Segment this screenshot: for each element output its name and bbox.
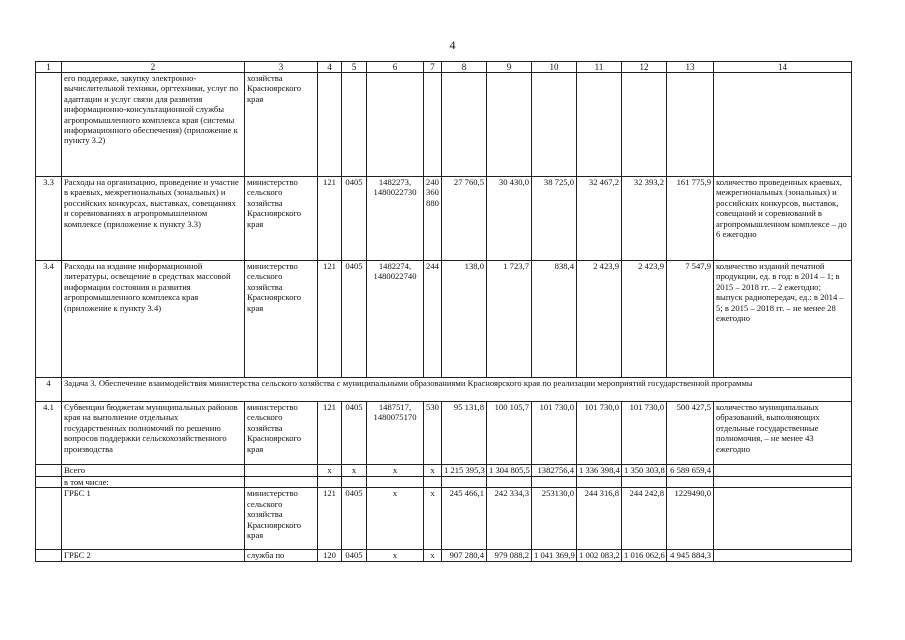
section-code: 0405 [342,550,367,562]
column-number-row [36,62,852,73]
amount-2016: 1 041 369,9 [532,550,577,562]
executor: министерство сельского хозяйства Красноярского края [245,261,318,378]
expense-type-code: х [424,550,442,562]
column-number: 5 [342,62,367,73]
task-row [36,378,852,402]
amount-2016: 101 730,0 [532,402,577,465]
column-number: 14 [714,62,852,73]
activity-name: Расходы на издание информационной литературы, освещение в средствах массовой информации состояния и развития агропромышленного комплекса края (приложение к пункту 3.4) [62,261,245,378]
column-number: 2 [62,62,245,73]
section-code: 0405 [342,261,367,378]
target-item-code: 1482274, 1480022740 [367,261,424,378]
amount-2014: 907 280,4 [442,550,487,562]
column-number: 6 [367,62,424,73]
grbs-code: х [318,465,342,477]
target-item-code: 1482273, 1480022730 [367,177,424,261]
column-number: 1 [36,62,62,73]
grbs-row [36,550,852,562]
executor: хозяйства Красноярского края [245,73,318,177]
amount-2015: 242 334,3 [487,488,532,550]
executor: министерство сельского хозяйства Красноярского края [245,488,318,550]
amount-2017: 244 316,8 [577,488,622,550]
expense-type-code: 530 [424,402,442,465]
amount-2014: 27 760,5 [442,177,487,261]
amount-total: 500 427,5 [667,402,714,465]
executor: служба по [245,550,318,562]
row-number: 3.3 [36,177,62,261]
row-number: 4.1 [36,402,62,465]
program-activities-table [35,61,852,562]
expense-type-code: х [424,465,442,477]
section-code: 0405 [342,177,367,261]
grbs-code: 120 [318,550,342,562]
amount-2015: 30 430,0 [487,177,532,261]
grbs-code: 121 [318,488,342,550]
amount-2016: 1382756,4 [532,465,577,477]
table-row [36,261,852,378]
expense-type-code: 240 360 880 [424,177,442,261]
amount-2018: 101 730,0 [622,402,667,465]
activity-name: Субвенции бюджетам муниципальных районов края на выполнение отдельных государственных полномочий по решению вопросов поддержки сельскохозяйственного производства [62,402,245,465]
amount-2014: 95 131,8 [442,402,487,465]
grbs-label: ГРБС 2 [62,550,245,562]
expected-result: количество муниципальных образований, выполняющих отдельные государственные полномочия, – не менее 43 ежегодно [714,402,852,465]
amount-2015: 1 723,7 [487,261,532,378]
amount-2018: 32 393,2 [622,177,667,261]
column-number: 3 [245,62,318,73]
amount-total: 7 547,9 [667,261,714,378]
amount-total: 6 589 659,4 [667,465,714,477]
executor: министерство сельского хозяйства Красноярского края [245,402,318,465]
amount-2014: 1 215 395,3 [442,465,487,477]
amount-total: 161 775,9 [667,177,714,261]
amount-2014: 138,0 [442,261,487,378]
amount-2016: 253130,0 [532,488,577,550]
section-code: х [342,465,367,477]
activity-name: его поддержке, закупку электронно-вычислительной техники, оргтехники, услуг по адаптации и услуг связи для развития информационно-консультационной службы агропромышленного комплекса края (системы информационного обеспечения) (приложение к пункту 3.2) [62,73,245,177]
amount-2017: 101 730,0 [577,402,622,465]
amount-2016: 838,4 [532,261,577,378]
amount-total: 1229490,0 [667,488,714,550]
row-number: 3.4 [36,261,62,378]
including-row [36,477,852,488]
expected-result: количество проведенных краевых, межрегиональных (зональных) и российских конкурсов, выставок, совещаний и соревнований в агропромышленном комплексе – до 6 ежегодно [714,177,852,261]
amount-2015: 100 105,7 [487,402,532,465]
amount-2018: 244 242,8 [622,488,667,550]
amount-2015: 1 304 805,5 [487,465,532,477]
grbs-label: ГРБС 1 [62,488,245,550]
target-item-code: х [367,550,424,562]
task-title: Задача 3. Обеспечение взаимодействия министерства сельского хозяйства с муниципальными образованиями Красноярского края по реализации мероприятий государственной программы [62,378,852,402]
table-row [36,177,852,261]
column-number: 9 [487,62,532,73]
row-number: 4 [36,378,62,402]
amount-2017: 2 423,9 [577,261,622,378]
including-label: в том числе: [62,477,245,488]
total-row [36,465,852,477]
column-number: 8 [442,62,487,73]
expense-type-code: х [424,488,442,550]
section-code: 0405 [342,488,367,550]
amount-2018: 1 350 303,8 [622,465,667,477]
grbs-code: 121 [318,177,342,261]
amount-2017: 1 002 083,2 [577,550,622,562]
column-number: 7 [424,62,442,73]
target-item-code: 1487517, 1480075170 [367,402,424,465]
grbs-code: 121 [318,261,342,378]
amount-2017: 32 467,2 [577,177,622,261]
page-number: 4 [449,38,456,52]
activity-name: Расходы на организацию, проведение и участие в краевых, межрегиональных (зональных) и российских конкурсах, выставках, совещаниях и соревнованиях в агропромышленном комплексе (приложение к пункту 3.3) [62,177,245,261]
amount-total: 4 945 884,3 [667,550,714,562]
table-row [36,402,852,465]
amount-2018: 2 423,9 [622,261,667,378]
executor: министерство сельского хозяйства Красноярского края [245,177,318,261]
column-number: 4 [318,62,342,73]
grbs-code: 121 [318,402,342,465]
column-number: 13 [667,62,714,73]
column-number: 12 [622,62,667,73]
total-label: Всего [62,465,245,477]
section-code: 0405 [342,402,367,465]
amount-2018: 1 016 062,6 [622,550,667,562]
target-item-code: х [367,488,424,550]
amount-2016: 38 725,0 [532,177,577,261]
column-number: 11 [577,62,622,73]
amount-2017: 1 336 398,4 [577,465,622,477]
amount-2015: 979 088,2 [487,550,532,562]
column-number: 10 [532,62,577,73]
grbs-row [36,488,852,550]
expected-result: количество изданий печатной продукции, ед. в год: в 2014 – 1; в 2015 – 2018 гг. – 2 ежегодно; выпуск радиопередач, ед.: в 2014 – 5; в 2015 – 2018 гг. – не менее 28 ежегодно [714,261,852,378]
table-row-continued [36,73,852,177]
amount-2014: 245 466,1 [442,488,487,550]
expense-type-code: 244 [424,261,442,378]
target-item-code: х [367,465,424,477]
